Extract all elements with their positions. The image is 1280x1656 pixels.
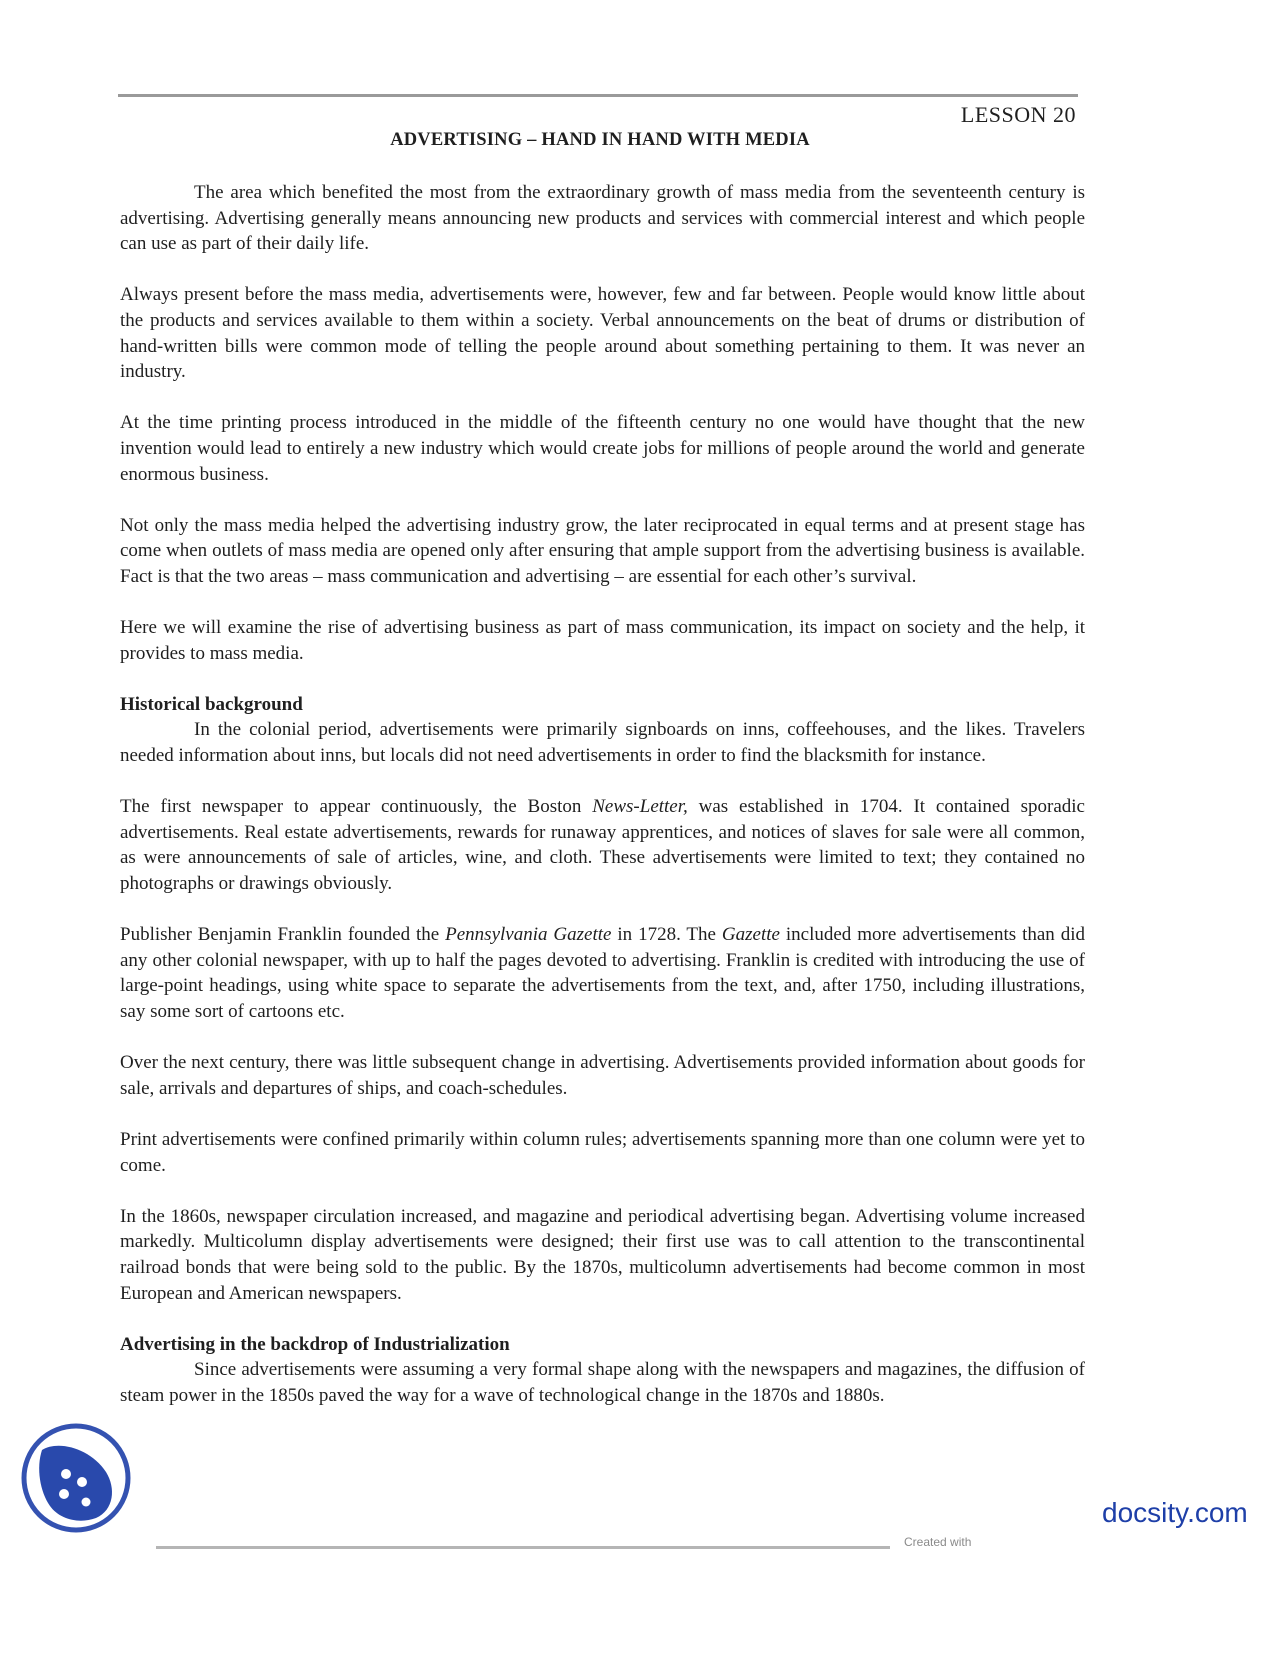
section-heading-industrialization: Advertising in the backdrop of Industrialization <box>120 1333 510 1355</box>
paragraph: At the time printing process introduced in the middle of the fifteenth century no one would have thought that the new invention would lead to entirely a new industry which would create jobs for millions of people around the world and generate enormous business. <box>120 412 1085 485</box>
text-run: in 1728. The <box>611 924 722 946</box>
paragraph: Print advertisements were confined primarily within column rules; advertisements spanning more than one column were yet to come. <box>120 1128 1085 1176</box>
publication-title: News-Letter, <box>592 796 688 818</box>
text-run: Publisher Benjamin Franklin founded the <box>120 924 446 946</box>
document-body <box>120 180 1085 1409</box>
page-title: ADVERTISING – HAND IN HAND WITH MEDIA <box>390 130 810 150</box>
paragraph: Over the next century, there was little subsequent change in advertising. Advertisements provided information about goods for sale, arrivals and departures of ships, and coach-schedules. <box>120 1052 1085 1099</box>
section-heading-historical: Historical background <box>120 693 303 715</box>
logo-graphic <box>20 1422 132 1534</box>
docsity-logo-icon[interactable] <box>20 1422 132 1534</box>
publication-title: Gazette <box>721 924 780 946</box>
paragraph-intro: The area which benefited the most from the extraordinary growth of mass media from the seventeenth century is advertising. Advertising generally means announcing new products and services with commercial interest and which people can use as part of their daily life. <box>120 182 1085 255</box>
text-run: was established in 1704. It contained sporadic advertisements. Real estate advertisements, rewards for runaway apprentices, and notices of slaves for sale were all common, as were announcements of sale of articles, wine, and cloth. These advertisements were limited to text; they contained no photographs or drawings obviously. <box>120 796 1085 895</box>
lesson-number: LESSON 20 <box>960 102 1076 127</box>
paragraph: In the 1860s, newspaper circulation increased, and magazine and periodical advertising began. Advertising volume increased markedly. Multicolumn display advertisements were designed; their first use was to call attention to the transcontinental railroad bonds that were being sold to the public. By the 1870s, multicolumn advertisements had become common in most European and American newspapers. <box>120 1205 1085 1304</box>
text-run: included more advertisements than did any other colonial newspaper, with up to half the pages devoted to advertising. Franklin is credited with introducing the use of large-point headings, using white space to separate the advertisements from the text, and, after 1750, including illustrations, say some sort of cartoons etc. <box>120 924 1085 1022</box>
docsity-brand-link[interactable]: docsity.com <box>1102 1497 1248 1528</box>
paragraph-newsletter <box>120 794 1085 896</box>
created-with-label: Created with <box>904 1535 972 1549</box>
paragraph-franklin <box>120 922 1085 1024</box>
header-rule <box>118 94 1078 97</box>
paragraph: Not only the mass media helped the advertising industry grow, the later reciprocated in equal terms and at present stage has come when outlets of mass media are opened only after ensuring that ample support from the advertising business is available. Fact is that the two areas – mass communication and advertising – are essential for each other’s survival. <box>120 514 1085 587</box>
paragraph: Since advertisements were assuming a very formal shape along with the newspapers and magazines, the diffusion of steam power in the 1850s paved the way for a wave of technological change in the 1870s and 1880s. <box>120 1359 1085 1406</box>
text-run: The first newspaper to appear continuously, the Boston <box>120 796 593 818</box>
footer-rule <box>156 1546 890 1549</box>
paragraph: In the colonial period, advertisements were primarily signboards on inns, coffeehouses, and the likes. Travelers needed information about inns, but locals did not need advertisements in order to find the blacksmith for instance. <box>120 719 1085 767</box>
paragraph: Always present before the mass media, advertisements were, however, few and far between. People would know little about the products and services available to them within a society. Verbal announcements on the beat of drums or distribution of hand-written bills were common mode of telling the people around about something pertaining to them. It was never an industry. <box>120 284 1085 383</box>
paragraph: Here we will examine the rise of advertising business as part of mass communication, its impact on society and the help, it provides to mass media. <box>120 617 1085 664</box>
publication-title: Pennsylvania Gazette <box>445 924 612 946</box>
